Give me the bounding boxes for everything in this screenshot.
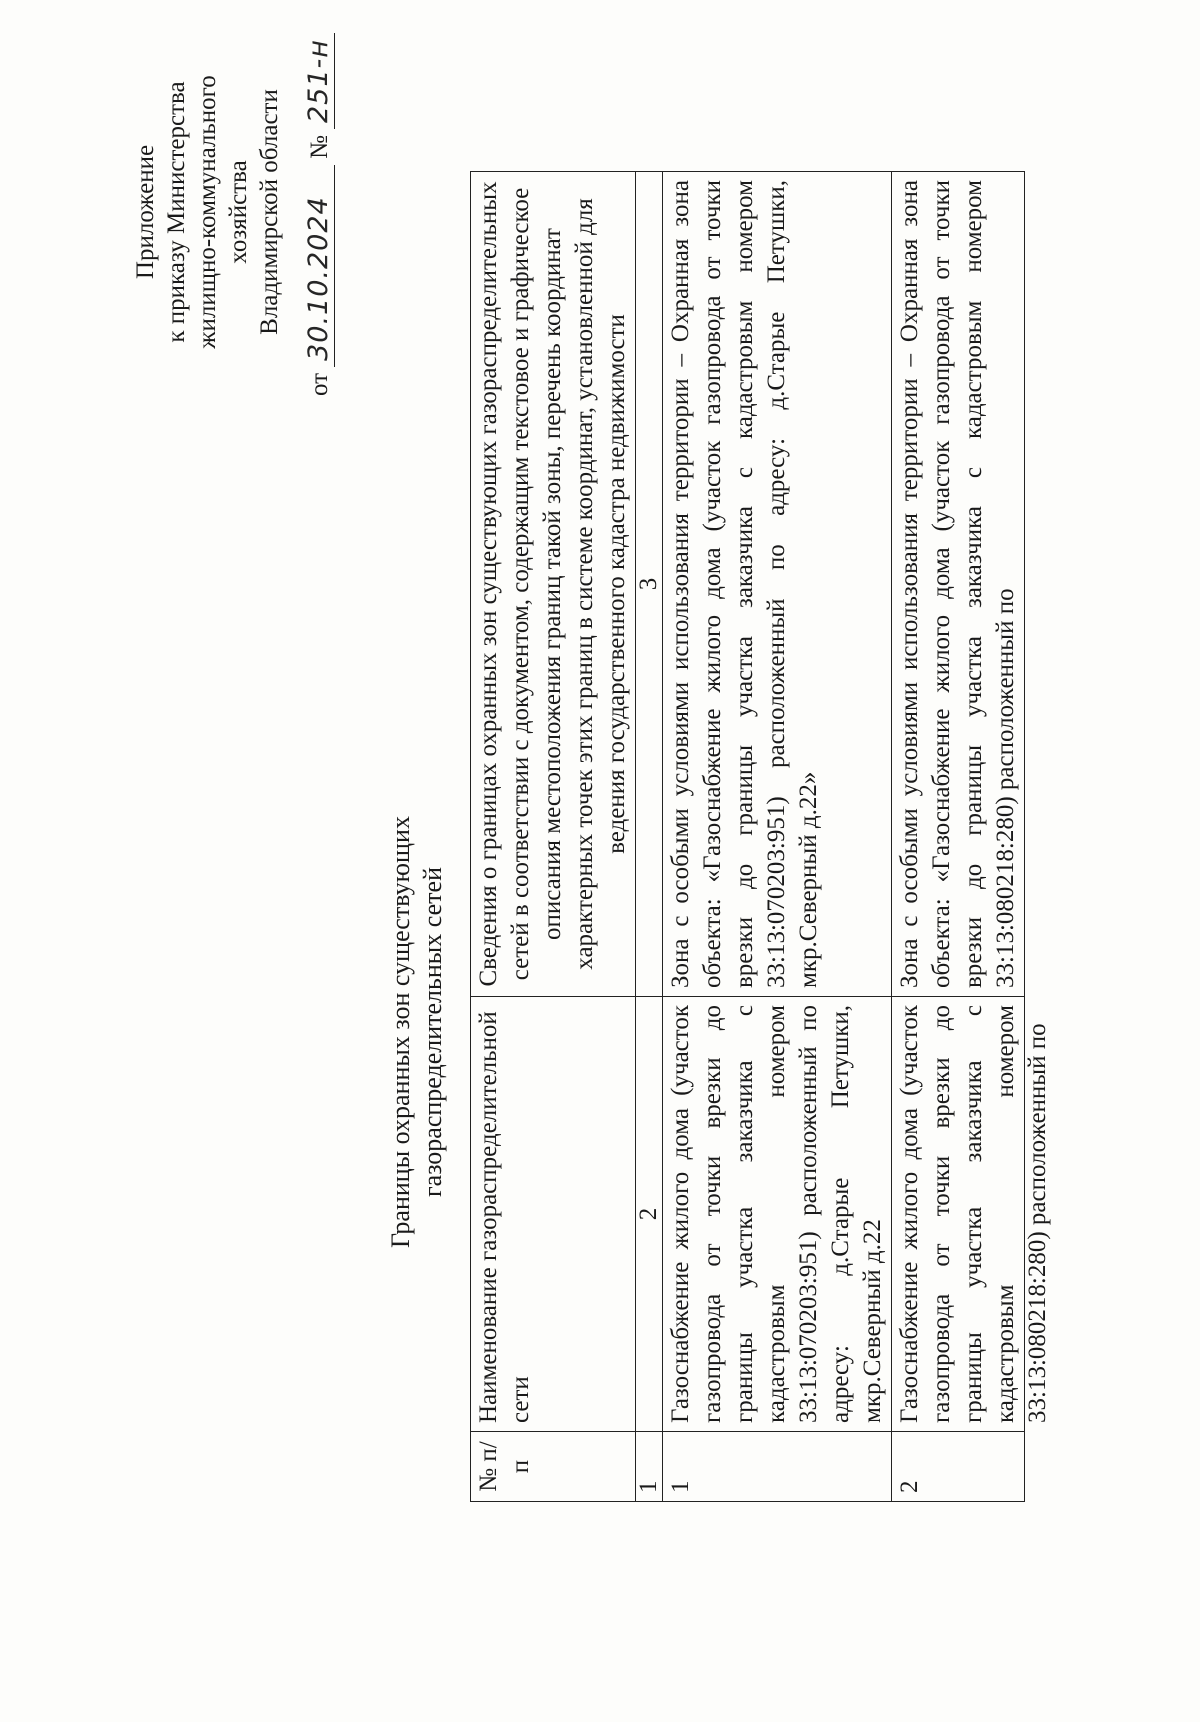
attachment-line: Владимирской области: [256, 89, 283, 335]
column-number: 1: [636, 1432, 663, 1502]
number-sign: №: [306, 135, 333, 159]
attachment-block: [130, 22, 335, 402]
column-number: 2: [636, 997, 663, 1432]
table-row: [663, 172, 892, 1502]
date-prefix: от: [306, 372, 333, 396]
table-row: [892, 172, 1025, 1502]
row-number: 2: [892, 1432, 1025, 1502]
network-name-cell: Газоснабжение жилого дома (участок газопровода от точки врезки до границы участка заказчика с кадастровым номером 33:13:070203:951) расположенный по адресу: д.Старые Петушки, мкр.Северный д.22: [663, 997, 892, 1432]
attachment-line: Приложение: [132, 144, 159, 280]
network-name-cell: [892, 997, 1051, 1432]
document-title-line: Границы охранных зон существующих: [386, 816, 415, 1248]
column-number: 3: [636, 172, 663, 997]
protection-zones-table: [470, 171, 1051, 1502]
header-zone-details: Сведения о границах охранных зон существующих газораспределительных сетей в соответствии с документом, содержащим текстовое и графическое описания местоположения границ такой зоны, перечень координат характерных точек этих границ в системе координат, установленной для ведения государственного кадастра недвижимости: [471, 172, 636, 997]
header-number: № п/п: [471, 1432, 636, 1502]
document-title-line: газораспределительных сетей: [418, 867, 447, 1198]
header-network-name: Наименование газораспределительной сети: [471, 997, 636, 1432]
column-number-row: [636, 172, 663, 1502]
zone-details-cell: Зона с особыми условиями использования территории – Охранная зона объекта: «Газоснабжение жилого дома (участок газопровода от точки врезки до границы участка заказчика с кадастровым номером 33:13:070203:951) расположенный по адресу: д.Старые Петушки, мкр.Северный д.22»: [663, 172, 892, 997]
zone-details-cell: [892, 172, 1025, 997]
document-title: [385, 482, 449, 1582]
attachment-line: жилищно-коммунального хозяйства: [194, 75, 252, 349]
network-name-text: Газоснабжение жилого дома (участок газопровода от точки врезки до границы участка заказчика с кадастровым номером 33:13:080218:280) расположенный по: [896, 1005, 1051, 1423]
attachment-line: к приказу Министерства: [163, 81, 190, 343]
row-number: 1: [663, 1432, 892, 1502]
order-reference: [303, 22, 335, 402]
table-header-row: [471, 172, 636, 1502]
order-number: 251-н: [303, 33, 335, 129]
zone-details-text: Зона с особыми условиями использования территории – Охранная зона объекта: «Газоснабжение жилого дома (участок газопровода от точки врезки до границы участка заказчика с кадастровым номером 33:13:080218:280) расположенный по: [896, 180, 1019, 988]
order-date: 30.10.2024: [303, 165, 335, 367]
